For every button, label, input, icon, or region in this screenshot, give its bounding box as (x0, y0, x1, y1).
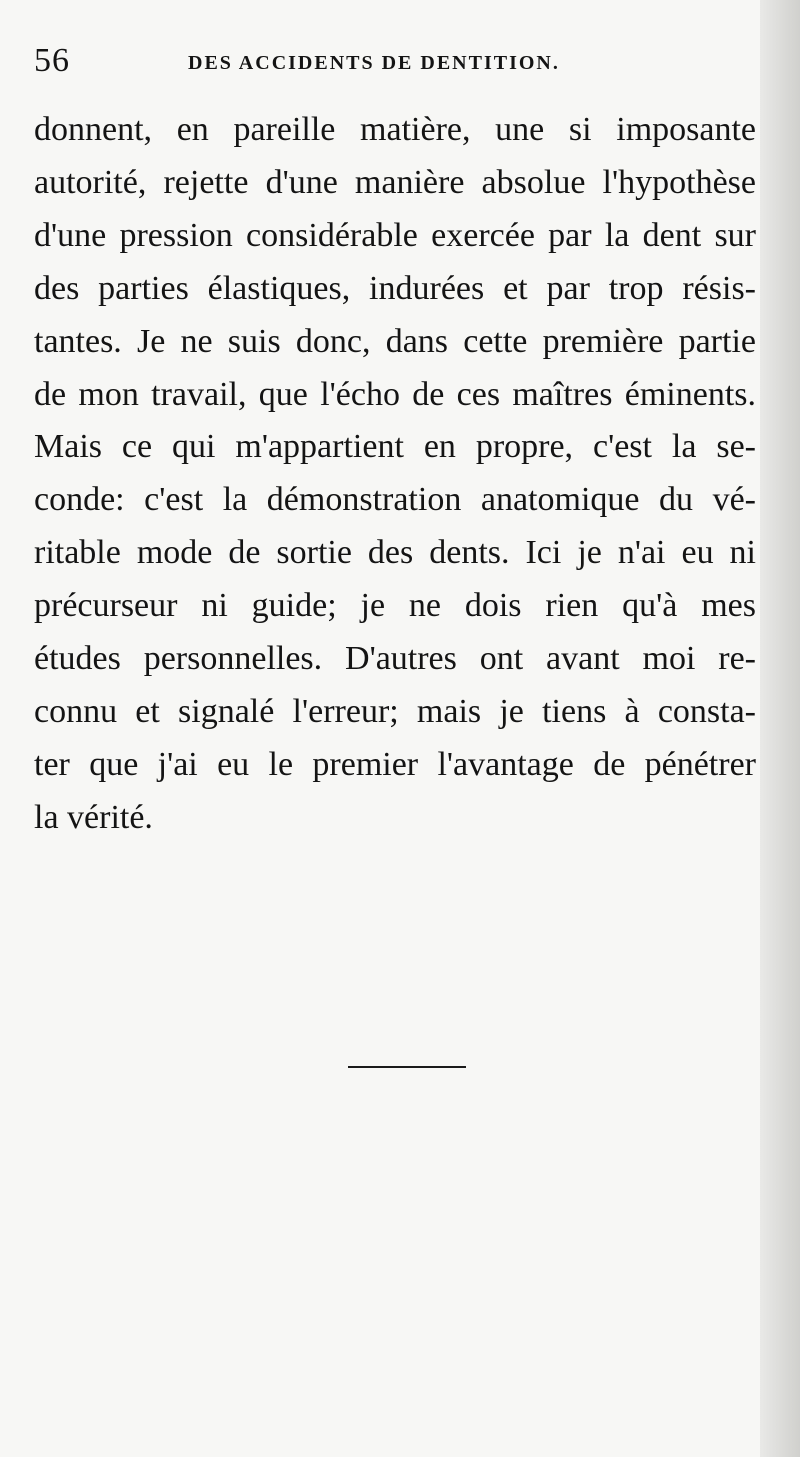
page-header (34, 42, 724, 82)
text-line: ter que j'ai eu le premier l'avantage de pénétrer (34, 745, 756, 783)
text-line: donnent, en pareille matière, une si imposante (34, 111, 756, 148)
page-edge-shadow (760, 0, 800, 1457)
section-divider-rule (348, 1066, 466, 1068)
text-line: études personnelles. D'autres ont avant moi re- (34, 640, 756, 678)
running-head: DES ACCIDENTS DE DENTITION. (188, 52, 560, 74)
body-paragraph (34, 104, 756, 845)
text-line: connu et signalé l'erreur; mais je tiens à consta- (34, 692, 756, 730)
bleed-through-shadow (40, 880, 760, 1400)
text-line: Mais ce qui m'appartient en propre, c'est la se- (34, 428, 756, 466)
text-line: d'une pression considérable exercée par la dent sur (34, 216, 756, 254)
text-line: tantes. Je ne suis donc, dans cette première partie (34, 322, 756, 360)
text-line: des parties élastiques, indurées et par trop résis- (34, 269, 756, 307)
text-line: ritable mode de sortie des dents. Ici je n'ai eu ni (34, 534, 756, 572)
text-line: de mon travail, que l'écho de ces maîtres éminents. (34, 375, 756, 413)
text-line: autorité, rejette d'une manière absolue l'hypothèse (34, 163, 756, 201)
text-line: conde: c'est la démonstration anatomique du vé- (34, 481, 756, 519)
text-line: précurseur ni guide; je ne dois rien qu'à mes (34, 587, 756, 625)
text-line: la vérité. (34, 798, 153, 836)
page-number: 56 (34, 42, 70, 79)
